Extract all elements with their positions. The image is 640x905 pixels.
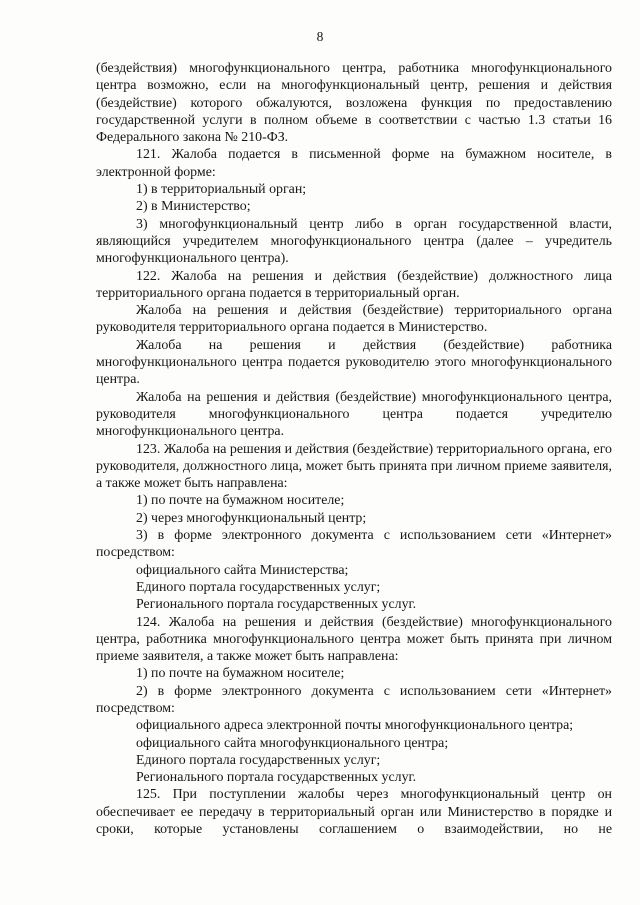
list-item-124-2: 2) в форме электронного документа с использованием сети «Интернет» посредством: xyxy=(96,683,612,716)
sub-item-unified-portal-2: Единого портала государственных услуг; xyxy=(136,752,381,768)
paragraph-125: 125. При поступлении жалобы через многофункциональный центр он обеспечивает ее передачу в территориальный орган или Министерство в порядке и сроки, которые установлены соглашением о взаимодействии, но не xyxy=(96,787,612,838)
paragraph-124: 124. Жалоба на решения и действия (бездействие) многофункционального центра, работника многофункционального центра может быть принята при личном приеме заявителя, а также может быть направлена: xyxy=(96,614,612,665)
sub-item-unified-portal: Единого портала государственных услуг; xyxy=(136,579,381,595)
document-body xyxy=(96,60,612,838)
sub-item-mfc-site: официального сайта многофункционального центра; xyxy=(136,735,449,751)
paragraph-122-mfc: Жалоба на решения и действия (бездействие) многофункционального центра, руководителя многофункционального центра подается учредителю многофункционального центра. xyxy=(96,389,612,440)
paragraph-continuation: (бездействия) многофункционального центра, работника многофункционального центра возможно, если на многофункциональный центр, решения и действия (бездействие) которого обжалуются, возложена функция по предоставлению государственной услуги в полном объеме в соответствии с частью 1.3 статьи 16 Федерального закона № 210-ФЗ. xyxy=(96,61,612,146)
paragraph-121: 121. Жалоба подается в письменной форме на бумажном носителе, в электронной форме: xyxy=(96,147,612,180)
list-item-123-1: 1) по почте на бумажном носителе; xyxy=(136,493,345,509)
list-item-123-3: 3) в форме электронного документа с использованием сети «Интернет» посредством: xyxy=(96,528,612,561)
paragraph-123: 123. Жалоба на решения и действия (бездействие) территориального органа, его руководителя, должностного лица, может быть принята при личном приеме заявителя, а также может быть направлена: xyxy=(96,441,612,492)
sub-item-regional-portal-2: Регионального портала государственных услуг. xyxy=(136,770,417,786)
page-number: 8 xyxy=(316,29,324,44)
paragraph-122: 122. Жалоба на решения и действия (бездействие) должностного лица территориального органа подается в территориальный орган. xyxy=(96,268,612,301)
list-item-123-2: 2) через многофункциональный центр; xyxy=(136,510,367,526)
paragraph-122-territorial: Жалоба на решения и действия (бездействие) территориального органа руководителя территориального органа подается в Министерство. xyxy=(96,303,612,336)
list-item-121-3: 3) многофункциональный центр либо в орган государственной власти, являющийся учредителем многофункционального центра (далее – учредитель многофункционального центра). xyxy=(96,216,612,267)
list-item-121-1: 1) в территориальный орган; xyxy=(136,182,307,198)
sub-item-regional-portal: Регионального портала государственных услуг. xyxy=(136,597,417,613)
list-item-124-1: 1) по почте на бумажном носителе; xyxy=(136,666,345,682)
sub-item-ministry-site: официального сайта Министерства; xyxy=(136,562,349,578)
list-item-121-2: 2) в Министерство; xyxy=(136,199,251,215)
paragraph-122-mfc-worker: Жалоба на решения и действия (бездействие) работника многофункционального центра подается руководителю этого многофункционального центра. xyxy=(96,337,612,388)
sub-item-mfc-email: официального адреса электронной почты многофункционального центра; xyxy=(136,718,574,734)
